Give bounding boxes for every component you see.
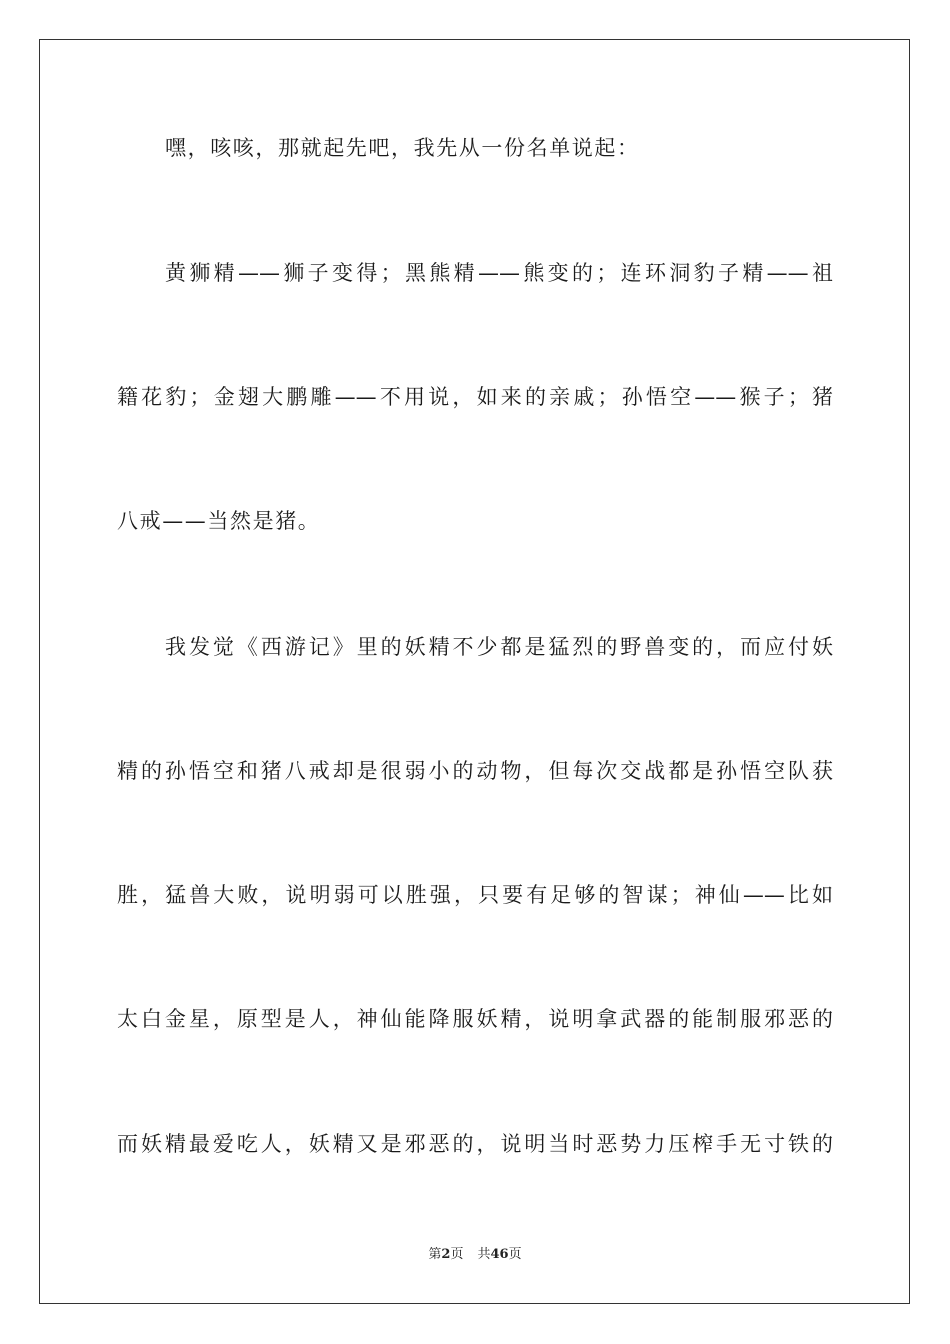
page-suffix: 页 xyxy=(450,1247,464,1262)
paragraph-line-9: 而妖精最爱吃人，妖精又是邪恶的，说明当时恶势力压榨手无寸铁的 xyxy=(117,1132,833,1156)
page-prefix: 第 xyxy=(428,1247,442,1262)
total-pages: 46 xyxy=(490,1247,509,1262)
paragraph-line-2: 黄狮精——狮子变得；黑熊精——熊变的；连环洞豹子精——祖 xyxy=(165,261,833,285)
page-number: 2 xyxy=(441,1247,451,1262)
paragraph-line-1: 嘿，咳咳，那就起先吧，我先从一份名单说起： xyxy=(165,136,640,160)
total-suffix: 页 xyxy=(508,1247,522,1262)
page-border xyxy=(39,39,910,1304)
paragraph-line-4: 八戒——当然是猪。 xyxy=(117,509,321,533)
paragraph-line-6: 精的孙悟空和猪八戒却是很弱小的动物，但每次交战都是孙悟空队获 xyxy=(117,759,833,783)
paragraph-line-5: 我发觉《西游记》里的妖精不少都是猛烈的野兽变的，而应付妖 xyxy=(165,635,833,659)
page-footer xyxy=(0,1246,950,1264)
paragraph-line-7: 胜，猛兽大败，说明弱可以胜强，只要有足够的智谋；神仙——比如 xyxy=(117,883,833,907)
total-prefix: 共 xyxy=(477,1247,491,1262)
paragraph-line-3: 籍花豹；金翅大鹏雕——不用说，如来的亲戚；孙悟空——猴子；猪 xyxy=(117,385,833,409)
paragraph-line-8: 太白金星，原型是人，神仙能降服妖精，说明拿武器的能制服邪恶的 xyxy=(117,1007,833,1031)
